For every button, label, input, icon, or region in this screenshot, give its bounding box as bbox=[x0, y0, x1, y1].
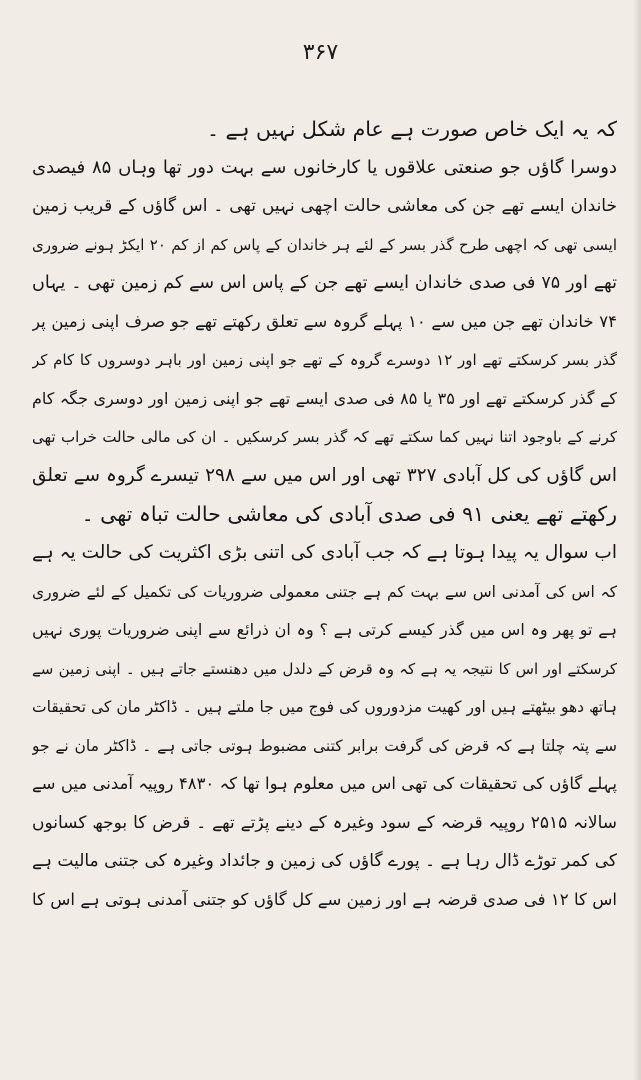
page-number: ۳۶۷ bbox=[302, 40, 339, 65]
text-line: کہ اس کی آمدنی اس سے بہت کم ہے جتنی معمولی ضروریات کی تکمیل کے لئے ضروری bbox=[32, 582, 617, 601]
text-line: سے پتہ چلتا ہے کہ قرض کی گرفت برابر کتنی مضبوط ہوتی جاتی ہے ۔ ڈاکٹر مان نے جو bbox=[32, 736, 617, 755]
text-line: اب سوال یہ پیدا ہوتا ہے کہ جب آبادی کی اتنی بڑی اکثریت کی حالت یہ ہے bbox=[32, 542, 617, 564]
text-line: اس کا ۱۲ فی صدی قرضہ ہے اور زمین سے کل گاؤں کو جتنی آمدنی ہوتی ہے اس کا bbox=[32, 889, 617, 909]
text-line: خاندان ایسے تھے جن کی معاشی حالت اچھی نہیں تھی ۔ اس گاؤں کے قریب زمین bbox=[32, 196, 617, 217]
text-line: اس گاؤں کی کل آبادی ۳۲۷ تھی اور اس میں سے ۲۹۸ تیسرے گروہ سے تعلق bbox=[32, 464, 617, 486]
text-line: کے گذر کرسکتے تھے اور ۳۵ یا ۸۵ فی صدی ایسے تھے جو اپنی زمین اور دوسری جگہ کام bbox=[32, 388, 617, 408]
body-text bbox=[32, 110, 617, 919]
text-line: کرنے کے باوجود اتنا نہیں کما سکتے تھے کہ گذر بسر کرسکیں ۔ ان کی مالی حالت خراب تھی bbox=[32, 428, 617, 447]
page-edge-shadow bbox=[633, 0, 641, 1080]
text-line: کرسکتے اور اس کا نتیجہ یہ ہے کہ وہ قرض کے دلدل میں دھنستے جاتے ہیں ۔ اپنی زمین سے bbox=[32, 659, 617, 678]
text-line: سالانہ ۲۵۱۵ روپیہ قرضہ کے سود وغیرہ کے دینے پڑتے تھے ۔ قرض کا بوجھ کسانوں bbox=[32, 812, 617, 833]
text-line: دوسرا گاؤں جو صنعتی علاقوں یا کارخانوں سے بہت دور تھا وہاں ۸۵ فیصدی bbox=[32, 156, 617, 178]
text-line: رکھتے تھے یعنی ۹۱ فی صدی آبادی کی معاشی حالت تباہ تھی ۔ bbox=[81, 502, 617, 527]
text-line: ۷۴ خاندان تھے جن میں سے ۱۰ پہلے گروہ سے تعلق رکھتے تھے جو صرف اپنی زمین پر bbox=[32, 311, 617, 331]
text-line: تھے اور ۷۵ فی صدی خاندان ایسے تھے جن کے پاس اس سے کم زمین تھی ۔ یہاں bbox=[32, 273, 617, 294]
text-line: گذر بسر کرسکتے تھے اور ۱۲ دوسرے گروہ کے تھے جو اپنی زمین اور باہر دوسروں کا کام کر bbox=[32, 351, 617, 370]
text-line: ایسی تھی کہ اچھی طرح گذر بسر کے لئے ہر خاندان کے پاس کم از کم ۲۰ ایکڑ ہونے ضروری bbox=[32, 235, 617, 254]
text-line: ہاتھ دھو بیٹھتے ہیں اور کھیت مزدوروں کی فوج میں جا ملتے ہیں ۔ ڈاکٹر مان کی تحقیقات bbox=[32, 698, 617, 717]
text-line: پہلے گاؤں کی تحقیقات کی تھی اس میں معلوم ہوا تھا کہ ۴۸۳۰ روپیہ آمدنی میں سے bbox=[32, 774, 617, 794]
text-line: کی کمر توڑے ڈال رہا ہے ۔ پورے گاؤں کی زمین و جائداد وغیرہ کی جتنی مالیت ہے bbox=[32, 851, 617, 872]
text-line: ہے تو پھر وہ اس میں گذر کیسے کرتی ہے ؟ وہ ان ذرائع سے اپنی ضروریات پوری نہیں bbox=[32, 620, 617, 640]
text-line: کہ یہ ایک خاص صورت ہے عام شکل نہیں ہے ۔ bbox=[206, 117, 617, 141]
